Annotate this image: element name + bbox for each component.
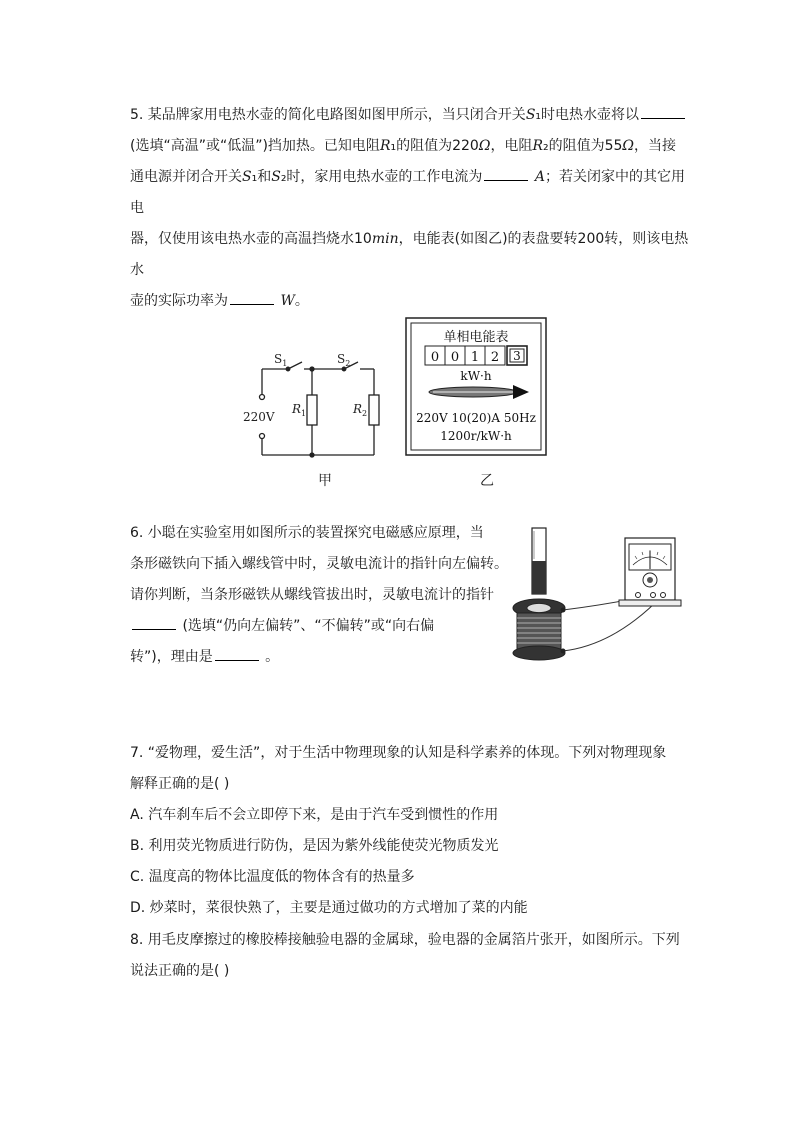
text-run: ，当接: [634, 138, 677, 154]
question-line: [130, 642, 510, 673]
resistor-r1: [307, 395, 317, 425]
question-line: [130, 224, 690, 286]
text-run: R: [379, 138, 391, 154]
question-line: [130, 286, 690, 317]
terminal-bottom: [260, 434, 265, 439]
question-line: [130, 100, 690, 131]
text-run: A: [534, 169, 546, 185]
question-6: [130, 518, 510, 673]
text-run: ₁: [535, 107, 542, 123]
answer-blank[interactable]: [484, 166, 528, 181]
text-run: 器，仅使用该电热水壶的高温挡烧水10: [130, 231, 372, 247]
text-run: 转”)，理由是: [130, 649, 213, 665]
caption-jia: 甲: [318, 473, 332, 489]
text-run: R: [532, 138, 543, 154]
answer-blank[interactable]: [132, 615, 176, 630]
text-run: A. 汽车刹车后不会立即停下来，是由于汽车受到惯性的作用: [130, 807, 499, 823]
text-run: 7. “爱物理，爱生活”，对于生活中物理现象的认知是科学素养的体现。下列对物理现象: [130, 745, 667, 761]
resistor-r2: [369, 395, 379, 425]
text-run: S: [242, 169, 252, 185]
text-run: ₁的阻值为220: [390, 138, 479, 154]
question-line: [130, 738, 690, 769]
text-run: 壶的实际功率为: [130, 293, 228, 309]
text-run: B. 利用荧光物质进行防伪，是因为紫外线能使荧光物质发光: [130, 838, 499, 854]
text-run: 。: [294, 293, 309, 309]
meter-unit: kW·h: [460, 369, 492, 383]
question-8: [130, 925, 690, 987]
caption-yi: 乙: [480, 473, 494, 489]
question-line: [130, 925, 690, 956]
text-run: C. 温度高的物体比温度低的物体含有的热量多: [130, 869, 415, 885]
label-r2: $R_2$: [353, 402, 368, 418]
question-line: [130, 831, 690, 862]
text-run: ，电能表(如图乙)的表盘要转200转，则该电热水: [130, 231, 689, 278]
answer-blank[interactable]: [641, 104, 685, 119]
electromagnetic-induction-apparatus: [505, 525, 685, 665]
terminal-top: [260, 395, 265, 400]
text-run: Ω: [622, 138, 635, 154]
text-run: 条形磁铁向下插入螺线管中时，灵敏电流计的指针向左偏转。: [130, 556, 508, 572]
label-r1: $R_1$: [292, 402, 307, 418]
text-run: ₂时，家用电热水壶的工作电流为: [280, 169, 483, 185]
text-run: 说法正确的是( ): [130, 963, 230, 979]
meter-title: 单相电能表: [443, 330, 509, 345]
question-line: [130, 131, 690, 162]
text-run: 时电热水壶将以: [541, 107, 640, 123]
meter-rate: 1200r/kW·h: [440, 429, 512, 443]
circuit-diagram-jia: [240, 345, 390, 495]
switch-s1: [288, 362, 302, 369]
text-run: min: [371, 231, 399, 247]
label-s2: $S_2$: [337, 352, 351, 368]
text-run: 5. 某品牌家用电热水壶的简化电路图如图甲所示，当只闭合开关: [130, 107, 526, 123]
text-run: S: [525, 107, 536, 123]
text-run: ₁和: [251, 169, 272, 185]
text-run: ；若关闭家中的其它用电: [130, 169, 686, 216]
question-line: [130, 518, 510, 549]
question-line: [130, 800, 690, 831]
answer-blank[interactable]: [230, 290, 274, 305]
text-run: 。: [260, 649, 280, 665]
meter-digit-2: 0: [450, 350, 460, 365]
text-run: W: [280, 293, 295, 309]
meter-digit-5: 3: [513, 349, 521, 363]
question-line: [130, 549, 510, 580]
text-run: S: [271, 169, 281, 185]
energy-meter-yi: [405, 317, 547, 457]
question-line: [130, 893, 690, 924]
question-line: [130, 611, 510, 642]
text-run: ₂的阻值为55: [542, 138, 623, 154]
text-run: D. 炒菜时，菜很快熟了，主要是通过做功的方式增加了菜的内能: [130, 900, 528, 916]
text-run: 8. 用毛皮摩擦过的橡胶棒接触验电器的金属球，验电器的金属箔片张开，如图所示。下列: [130, 932, 680, 948]
text-run: 解释正确的是( ): [130, 776, 230, 792]
bar-magnet: [532, 528, 546, 594]
question-7: [130, 738, 690, 924]
meter-digit-4: 2: [490, 350, 500, 365]
question-line: [130, 162, 690, 224]
label-s1: $S_1$: [274, 352, 288, 368]
text-run: 通电源并闭合开关: [130, 169, 242, 185]
solenoid-coil: [513, 599, 565, 660]
answer-blank[interactable]: [215, 646, 259, 661]
galvanometer: [619, 538, 681, 606]
meter-digit-1: 0: [430, 350, 440, 365]
text-run: (选填“高温”或“低温”)挡加热。已知电阻: [130, 138, 380, 154]
text-run: 6. 小聪在实验室用如图所示的装置探究电磁感应原理，当: [130, 525, 484, 541]
text-run: 请你判断，当条形磁铁从螺线管拔出时，灵敏电流计的指针: [130, 587, 494, 603]
question-5: [130, 100, 690, 317]
label-voltage: 220V: [243, 410, 275, 424]
meter-spec: 220V 10(20)A 50Hz: [416, 411, 536, 425]
question-line: [130, 769, 690, 800]
text-run: Ω: [478, 138, 491, 154]
text-run: (选填“仍向左偏转”、“不偏转”或“向右偏: [178, 618, 435, 634]
question-line: [130, 862, 690, 893]
question-line: [130, 956, 690, 987]
question-line: [130, 580, 510, 611]
text-run: ，电阻: [490, 138, 533, 154]
meter-digit-3: 1: [470, 350, 480, 365]
